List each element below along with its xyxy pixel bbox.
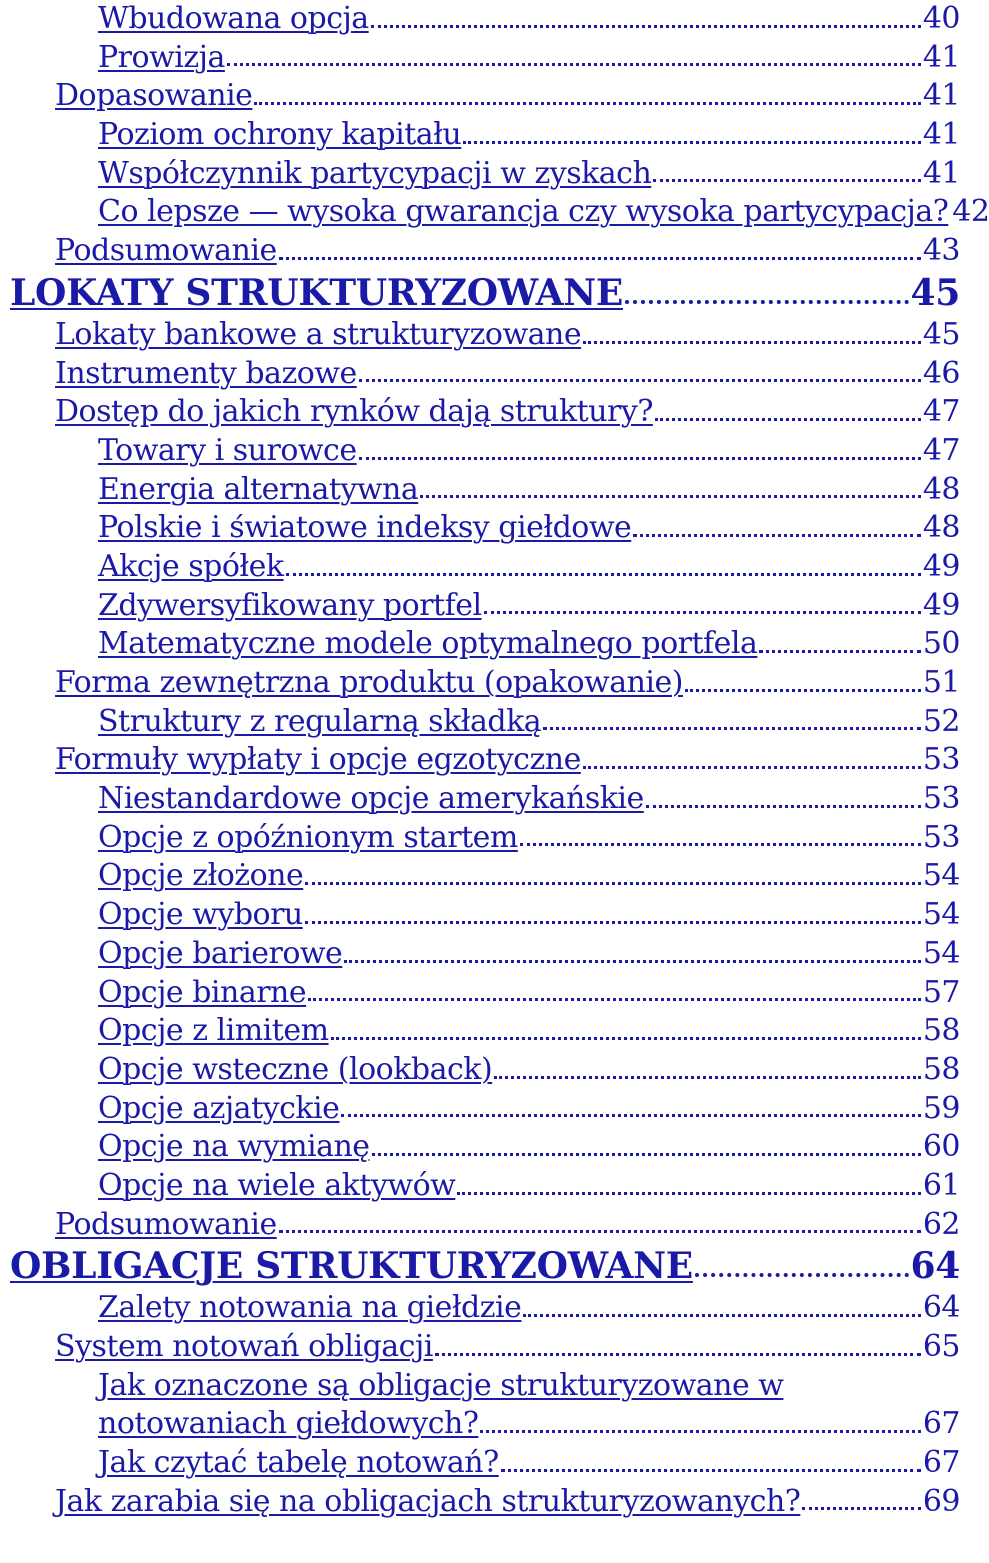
dot-leader [480, 1430, 920, 1433]
toc-entry[interactable] [0, 77, 960, 116]
toc-page-number[interactable]: 67 [922, 1406, 960, 1442]
toc-entry-title[interactable]: Wbudowana opcja [98, 1, 369, 36]
toc-page-number[interactable]: 64 [910, 1245, 960, 1288]
toc-entry-title[interactable]: Energia alternatywna [98, 471, 419, 507]
toc-entry[interactable] [0, 1444, 960, 1483]
dot-leader [279, 1230, 921, 1233]
toc-entry-title[interactable]: Opcje z limitem [98, 1013, 329, 1049]
dot-leader [494, 1076, 921, 1079]
toc-entry[interactable] [0, 39, 960, 78]
toc-page-number[interactable]: 52 [922, 703, 960, 739]
toc-page-number[interactable]: 65 [922, 1329, 960, 1364]
toc-page-number[interactable]: 53 [922, 742, 960, 778]
toc-page-number[interactable]: 45 [910, 271, 960, 314]
toc-entry[interactable] [0, 703, 960, 742]
toc-entry[interactable] [0, 1051, 960, 1090]
toc-page-number[interactable]: 61 [922, 1167, 960, 1203]
toc-page-number[interactable]: 47 [922, 394, 960, 430]
toc-page-number[interactable]: 48 [922, 471, 960, 507]
toc-entry[interactable] [0, 1090, 960, 1129]
toc-entry-title[interactable]: Opcje z opóźnionym startem [98, 819, 518, 855]
dot-leader [583, 766, 921, 769]
toc-entry-title[interactable]: Co lepsze — wysoka gwarancja czy wysoka partycypacja? [98, 194, 949, 230]
dot-leader [420, 495, 921, 498]
toc-entry-title[interactable]: Poziom ochrony kapitału [98, 117, 462, 153]
toc-entry-title[interactable]: Polskie i światowe indeksy giełdowe [98, 510, 632, 546]
toc-entry[interactable] [0, 155, 960, 194]
toc-page-number[interactable]: 58 [922, 1013, 960, 1049]
toc-entry-title[interactable]: Współczynnik partycypacji w zyskach [98, 155, 652, 191]
toc-page-number[interactable]: 46 [922, 355, 960, 391]
dot-leader [501, 1469, 921, 1472]
toc-entry-title[interactable]: Jak oznaczone są obligacje strukturyzowane w [98, 1367, 784, 1403]
dot-leader [286, 573, 921, 576]
toc-page-number[interactable]: 40 [922, 1, 960, 36]
dot-leader [653, 179, 921, 182]
dot-leader [543, 727, 921, 730]
dot-leader [520, 843, 921, 846]
toc-page-number[interactable]: 60 [922, 1129, 960, 1165]
toc-entry[interactable] [0, 355, 960, 394]
dot-leader [463, 141, 921, 144]
toc-page-number[interactable]: 59 [922, 1090, 960, 1126]
dot-leader [625, 300, 908, 304]
toc-page-number[interactable]: 54 [922, 897, 960, 933]
toc-page-number[interactable]: 47 [922, 432, 960, 468]
toc-entry[interactable] [0, 432, 960, 471]
toc-entry-title[interactable]: Podsumowanie [55, 233, 277, 269]
dot-leader [331, 1037, 921, 1040]
toc-chapter-entry[interactable] [0, 1244, 960, 1289]
dot-leader [655, 418, 921, 421]
dot-leader [685, 689, 921, 692]
toc-entry[interactable] [0, 587, 960, 626]
toc-entry-title[interactable]: OBLIGACJE STRUKTURYZOWANE [10, 1245, 693, 1288]
toc-page-number[interactable]: 58 [922, 1051, 960, 1087]
toc-entry-title[interactable]: Opcje na wiele aktywów [98, 1167, 456, 1203]
toc-chapter-entry[interactable] [0, 271, 960, 316]
dot-leader [305, 882, 921, 885]
toc-page-number[interactable]: 69 [922, 1483, 960, 1519]
dot-leader [371, 25, 921, 28]
toc-entry[interactable] [0, 896, 960, 935]
toc-entry[interactable] [0, 1328, 960, 1367]
dot-leader [308, 998, 921, 1001]
toc-page-number[interactable]: 57 [922, 974, 960, 1010]
toc-entry-title[interactable]: Prowizja [98, 39, 225, 75]
toc-entry-title[interactable]: Zalety notowania na giełdzie [98, 1290, 522, 1326]
toc-page-number[interactable]: 41 [922, 78, 960, 114]
toc-page-number[interactable]: 67 [922, 1445, 960, 1481]
toc-entry-title[interactable]: Formuły wypłaty i opcje egzotyczne [55, 742, 581, 778]
dot-leader [484, 611, 921, 614]
toc-entry[interactable] [0, 232, 960, 271]
toc-entry[interactable] [0, 116, 960, 155]
toc-entry-title[interactable]: Opcje złożone [98, 858, 304, 894]
toc-entry-title[interactable]: Instrumenty bazowe [55, 355, 357, 391]
toc-entry-title[interactable]: System notowań obligacji [55, 1329, 433, 1364]
toc-entry[interactable] [0, 1128, 960, 1167]
toc-entry-title[interactable]: LOKATY STRUKTURYZOWANE [10, 271, 624, 314]
toc-entry-title[interactable]: Dostęp do jakich rynków dają struktury? [55, 394, 653, 430]
toc-entry[interactable] [0, 857, 960, 896]
toc-entry-title[interactable]: Forma zewnętrzna produktu (opakowanie) [55, 665, 683, 700]
toc-entry[interactable] [0, 509, 960, 548]
toc-entry[interactable] [0, 819, 960, 858]
toc-page-number[interactable]: 64 [922, 1290, 960, 1326]
dot-leader [646, 805, 921, 808]
dot-leader [305, 921, 921, 924]
toc-entry[interactable] [0, 1289, 960, 1328]
toc-page-number[interactable]: 43 [922, 233, 960, 269]
toc-entry[interactable] [0, 1167, 960, 1206]
toc-entry-title[interactable]: Akcje spółek [98, 548, 284, 584]
toc-entry[interactable] [0, 780, 960, 819]
toc-entry[interactable] [0, 625, 960, 664]
toc-page-number[interactable]: 62 [922, 1206, 960, 1242]
toc-page-number[interactable]: 41 [922, 117, 960, 153]
toc-page-number[interactable]: 41 [922, 39, 960, 75]
toc-page-number[interactable]: 48 [922, 510, 960, 546]
toc-page-number[interactable]: 49 [922, 587, 960, 623]
toc-entry[interactable] [0, 393, 960, 432]
dot-leader [372, 1153, 921, 1156]
dot-leader [523, 1314, 920, 1317]
toc-entry-title[interactable]: Zdywersyfikowany portfel [98, 587, 482, 623]
toc-entry[interactable] [0, 548, 960, 587]
toc-entry-title[interactable]: Opcje na wymianę [98, 1129, 370, 1165]
toc-entry-title[interactable]: Opcje azjatyckie [98, 1090, 340, 1126]
toc-page-number[interactable]: 50 [922, 626, 960, 662]
toc-entry-title[interactable]: Dopasowanie [55, 78, 253, 114]
dot-leader [759, 650, 920, 653]
dot-leader [633, 534, 921, 537]
toc-entry[interactable] [0, 1367, 960, 1406]
toc-entry-title[interactable]: Opcje barierowe [98, 935, 343, 971]
dot-leader [227, 63, 921, 66]
dot-leader [359, 379, 921, 382]
toc-entry[interactable] [0, 974, 960, 1013]
toc-entry-title[interactable]: Matematyczne modele optymalnego portfela [98, 626, 758, 662]
toc-page-number[interactable]: 54 [922, 858, 960, 894]
toc-entry-title[interactable]: Opcje wsteczne (lookback) [98, 1051, 493, 1087]
toc-entry[interactable] [0, 471, 960, 510]
dot-leader [341, 1114, 920, 1117]
toc-entry-title[interactable]: Jak czytać tabelę notowań? [98, 1445, 499, 1481]
toc-entry-title[interactable]: Niestandardowe opcje amerykańskie [98, 781, 644, 817]
toc-entry[interactable] [0, 741, 960, 780]
dot-leader [254, 102, 920, 105]
toc-page-number[interactable]: 45 [922, 316, 960, 352]
toc-entry-title[interactable]: Opcje wyboru [98, 897, 303, 933]
dot-leader [344, 960, 921, 963]
toc-entry-title[interactable]: Podsumowanie [55, 1206, 277, 1242]
toc-entry[interactable] [0, 1012, 960, 1051]
toc-entry[interactable] [0, 664, 960, 703]
toc-entry-title[interactable]: Towary i surowce [98, 432, 357, 468]
toc-entry-title[interactable]: Jak zarabia się na obligacjach strukturyzowanych? [55, 1483, 801, 1519]
dot-leader [802, 1507, 920, 1510]
dot-leader [279, 257, 921, 260]
toc-page-number[interactable]: 53 [922, 781, 960, 817]
toc-page-number[interactable]: 54 [922, 935, 960, 971]
toc-page-number[interactable]: 49 [922, 548, 960, 584]
toc-entry-title[interactable]: Struktury z regularną składką [98, 703, 542, 739]
toc-entry[interactable] [0, 1206, 960, 1245]
dot-leader [583, 341, 921, 344]
toc-entry[interactable] [0, 1483, 960, 1522]
toc-entry[interactable] [0, 0, 960, 39]
toc-page-number[interactable]: 53 [922, 819, 960, 855]
toc-entry[interactable] [0, 1405, 960, 1444]
toc-page-number[interactable]: 51 [922, 665, 960, 700]
toc-entry-title[interactable]: Lokaty bankowe a strukturyzowane [55, 316, 582, 352]
dot-leader [457, 1192, 920, 1195]
toc-page-number[interactable]: 41 [922, 155, 960, 191]
toc-entry[interactable] [0, 193, 989, 232]
dot-leader [695, 1273, 909, 1277]
toc-entry-title[interactable]: Opcje binarne [98, 974, 307, 1010]
toc-entry-title[interactable]: notowaniach giełdowych? [98, 1406, 479, 1442]
toc-entry[interactable] [0, 935, 960, 974]
toc-page-number[interactable]: 42 [952, 194, 989, 230]
toc-entry[interactable] [0, 316, 960, 355]
dot-leader [359, 457, 921, 460]
dot-leader [435, 1353, 921, 1356]
